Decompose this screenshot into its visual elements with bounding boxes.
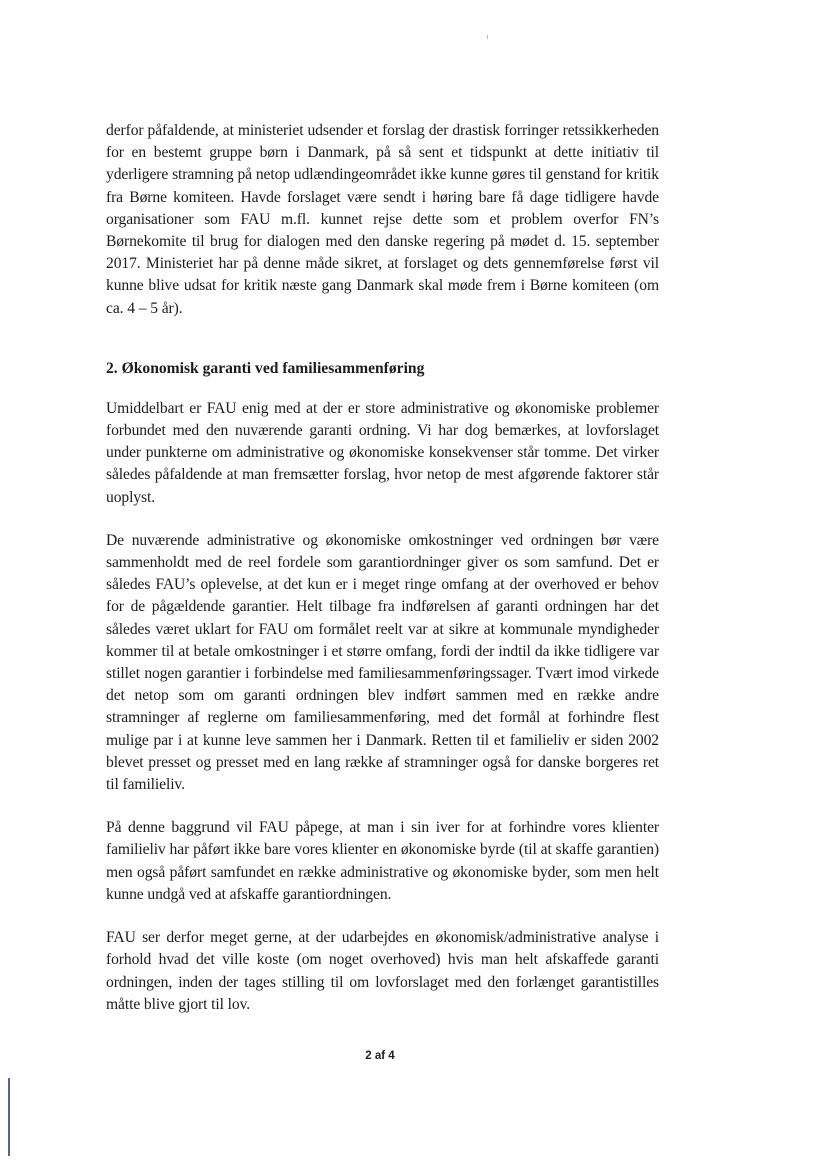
document-body [106,120,659,1016]
scan-edge-mark [8,1078,10,1156]
section-heading-economic-guarantee: 2. Økonomisk garanti ved familiesammenføring [106,359,425,377]
paragraph-analysis-request: FAU ser derfor meget gerne, at der udarbejdes en økonomisk/administrative analyse i forhold hvad det ville koste (om noget overhoved) hvis man helt afskaffede garanti ordningen, inden der tages stilling til om lovforslaget med den forlænget garantistilles måtte blive gjort til lov. [106,929,659,1013]
paragraph-fau-agreement: Umiddelbart er FAU enig med at der er store administrative og økonomiske problemer forbundet med den nuværende garanti ordning. Vi har dog bemærkes, at lovforslaget under punkterne om administrative og økonomiske konsekvenser står tomme. Det virker således påfaldende at man fremsætter forslag, hvor netop de mest afgørende faktorer står uoplyst. [106,399,659,506]
paragraph-ministry-criticism: derfor påfaldende, at ministeriet udsender et forslag der drastisk forringer retssikkerheden for en bestemt gruppe børn i Danmark, på så sent et tidspunkt at dette initiativ til yderligere stramning på netop udlændingeområdet ikke kunne gøres til genstand for kritik fra Børne komiteen. Havde forslaget være sendt i høring bare få dage tidligere havde organisationer som FAU m.fl. kunnet rejse dette som et problem overfor FN’s Børnekomite til brug for dialogen med den danske regering på mødet d. 15. september 2017. Ministeriet har på denne måde sikret, at forslaget og dets gennemførelse først vil kunne blive udsat for kritik næste gang Danmark skal møde frem i Børne komiteen (om ca. 4 – 5 år). [106,122,659,317]
paragraph-fau-points-out: På denne baggrund vil FAU påpege, at man i sin iver for at forhindre vores klienter familieliv har påført ikke bare vores klienter en økonomiske byrde (til at skaffe garantien) men også påført samfundet en række administrative og økonomiske byder, som men helt kunne undgå ved at afskaffe garantiordningen. [106,819,659,903]
scan-artifact-dot [487,35,488,39]
page-number: 2 af 4 [365,1050,395,1062]
paragraph-administrative-costs: De nuværende administrative og økonomiske omkostninger ved ordningen bør være sammenholdt med de reel fordele som garantiordninger giver os som samfund. Det er således FAU’s oplevelse, at det kun er i meget ringe omfang at der overhoved er behov for de pågældende garantier. Helt tilbage fra indførelsen af garanti ordningen har det således været uklart for FAU om formålet reelt var at sikre at kommunale myndigheder kommer til at betale omkostninger i et større omfang, fordi der indtil da ikke tidligere var stillet nogen garantier i forbindelse med familiesammenføringssager. Tvært imod virkede det netop som om garanti ordningen blev indført sammen med en række andre stramninger af reglerne om familiesammenføring, med det formål at forhindre flest mulige par i at kunne leve sammen her i Danmark. Retten til et familieliv er siden 2002 blevet presset og presset med en lang række af stramninger også for danske borgeres ret til familieliv. [106,531,659,794]
